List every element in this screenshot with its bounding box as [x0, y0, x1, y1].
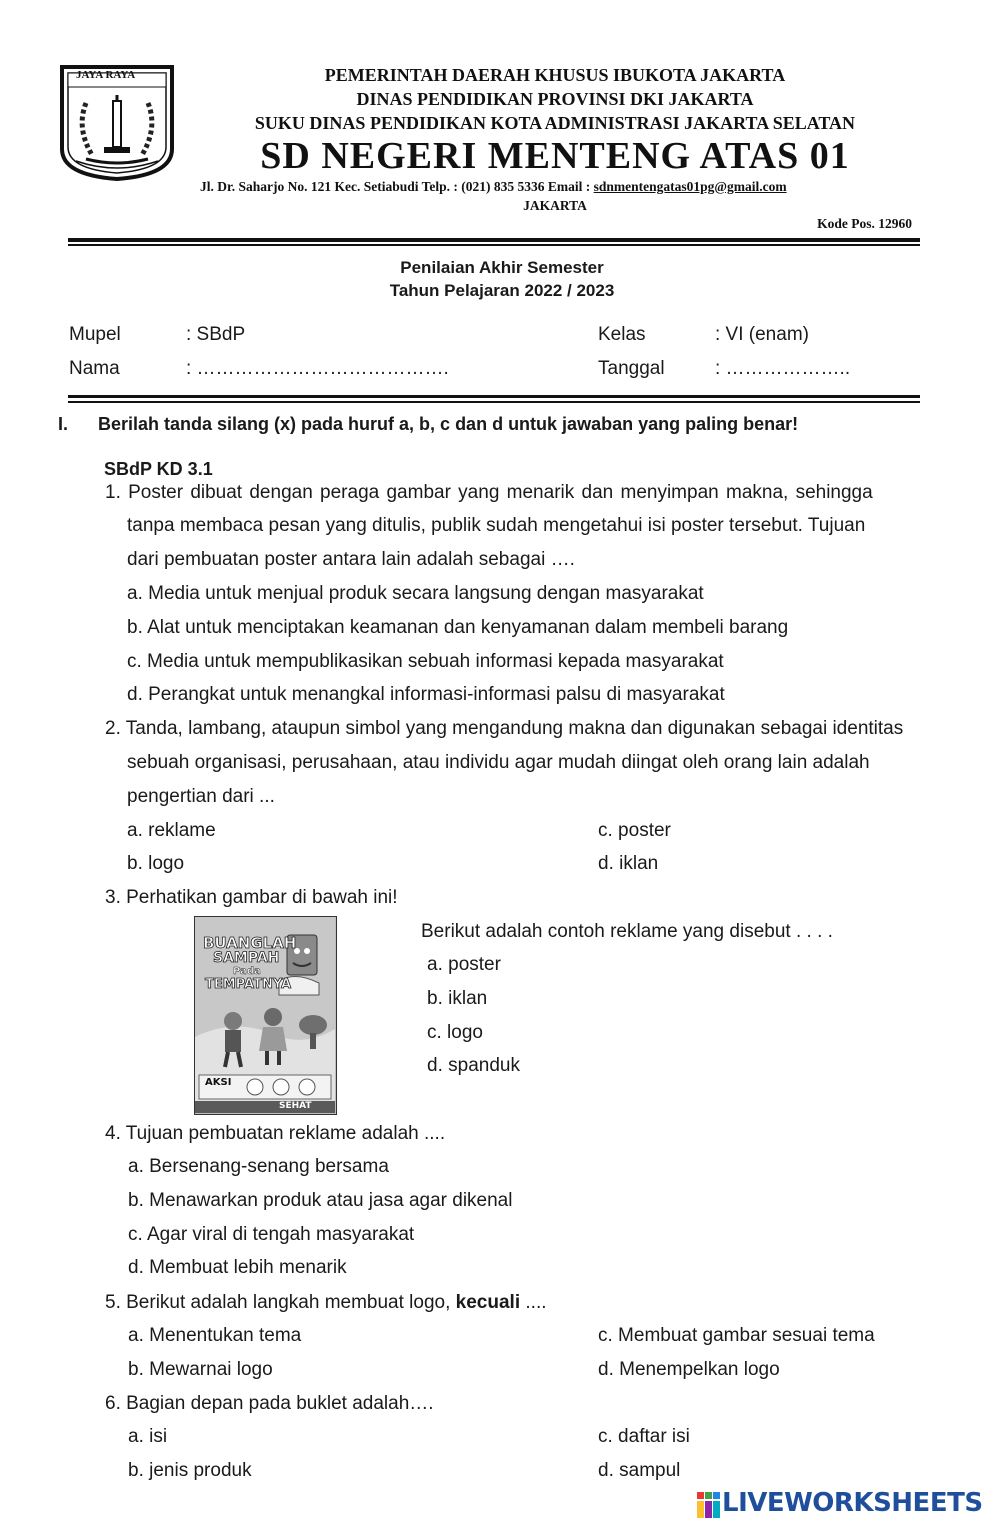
q1-stem-line3: dari pembuatan poster antara lain adalah sebagai ….	[127, 549, 575, 570]
info-divider-thin	[68, 401, 920, 403]
nama-field[interactable]: : ………………………………….	[186, 358, 449, 379]
q1-option-a[interactable]: a. Media untuk menjual produk secara langsung dengan masyarakat	[127, 583, 704, 604]
q4-stem: 4. Tujuan pembuatan reklame adalah ....	[105, 1123, 446, 1144]
q2-option-d[interactable]: d. iklan	[598, 853, 659, 874]
q1-option-b[interactable]: b. Alat untuk menciptakan keamanan dan kenyamanan dalam membeli barang	[127, 617, 789, 638]
school-name: SD NEGERI MENTENG ATAS 01	[260, 135, 850, 177]
q5-stem	[105, 1292, 547, 1314]
q6-option-d[interactable]: d. sampul	[598, 1460, 681, 1481]
q3-option-a[interactable]: a. poster	[427, 954, 501, 975]
poster-title-4: TEMPATNYA	[205, 977, 292, 992]
poster-title-2: SAMPAH	[213, 950, 280, 966]
q5-option-b[interactable]: b. Mewarnai logo	[128, 1359, 273, 1380]
city: JAKARTA	[523, 198, 587, 213]
header-divider-thick	[68, 238, 920, 242]
emblem-text: JAYA RAYA	[76, 69, 136, 81]
q2-stem-line3: pengertian dari ...	[127, 786, 275, 807]
q6-stem: 6. Bagian depan pada buklet adalah….	[105, 1393, 434, 1414]
q5-stem-text: 5. Berikut adalah langkah membuat logo,	[105, 1292, 456, 1313]
q2-option-a[interactable]: a. reklame	[127, 820, 216, 841]
q6-option-c[interactable]: c. daftar isi	[598, 1426, 690, 1447]
section-number: I.	[58, 414, 69, 434]
poster-title-1: BUANGLAH	[203, 934, 297, 952]
q1-stem-line2: tanpa membaca pesan yang ditulis, publik sudah mengetahui isi poster tersebut. Tujuan	[127, 515, 866, 536]
poster-aksi: AKSI	[205, 1077, 232, 1088]
liveworksheets-logo-icon	[697, 1492, 721, 1518]
email-link[interactable]: sdnmentengatas01pg@gmail.com	[593, 179, 787, 194]
poster-title-3: Pada	[233, 966, 261, 977]
q3-option-c[interactable]: c. logo	[427, 1022, 483, 1043]
tanggal-field[interactable]: : ………………..	[715, 358, 851, 379]
q3-option-d[interactable]: d. spanduk	[427, 1055, 520, 1076]
q2-option-b[interactable]: b. logo	[127, 853, 185, 874]
q2-stem-line1: 2. Tanda, lambang, ataupun simbol yang mengandung makna dan digunakan sebagai identitas	[105, 718, 904, 739]
address-text: Jl. Dr. Saharjo No. 121 Kec. Setiabudi Telp. : (021) 835 5336 Email :	[200, 179, 594, 194]
q6-option-b[interactable]: b. jenis produk	[128, 1460, 252, 1481]
mupel-label: Mupel	[69, 324, 121, 345]
info-divider-thick	[68, 395, 920, 398]
mupel-value: : SBdP	[186, 324, 246, 345]
kelas-value: : VI (enam)	[715, 324, 809, 345]
header-line-2: DINAS PENDIDIKAN PROVINSI DKI JAKARTA	[356, 89, 754, 109]
instruction: Berilah tanda silang (x) pada huruf a, b, c dan d untuk jawaban yang paling benar!	[98, 414, 799, 434]
q5-stem-emphasis: kecuali	[455, 1292, 521, 1313]
exam-title: Penilaian Akhir Semester	[400, 258, 604, 277]
tanggal-label: Tanggal	[598, 358, 665, 379]
q4-option-d[interactable]: d. Membuat lebih menarik	[128, 1257, 347, 1278]
school-address	[200, 179, 787, 195]
q3-prompt: Berikut adalah contoh reklame yang disebut . . . .	[421, 921, 833, 942]
postcode: Kode Pos. 12960	[817, 216, 912, 231]
q4-option-b[interactable]: b. Menawarkan produk atau jasa agar dikenal	[128, 1190, 513, 1211]
q4-option-a[interactable]: a. Bersenang-senang bersama	[128, 1156, 389, 1177]
header-divider-thin	[68, 244, 920, 246]
q2-stem-line2: sebuah organisasi, perusahaan, atau individu agar mudah diingat oleh orang lain adalah	[127, 752, 870, 773]
poster-image	[194, 916, 337, 1115]
q2-option-c[interactable]: c. poster	[598, 820, 671, 841]
q4-option-c[interactable]: c. Agar viral di tengah masyarakat	[128, 1224, 415, 1245]
q1-option-d[interactable]: d. Perangkat untuk menangkal informasi-informasi palsu di masyarakat	[127, 684, 725, 705]
q1-option-c[interactable]: c. Media untuk mempublikasikan sebuah informasi kepada masyarakat	[127, 651, 724, 672]
kelas-label: Kelas	[598, 324, 646, 345]
kd-heading: SBdP KD 3.1	[104, 459, 213, 479]
q5-stem-end: ....	[520, 1292, 547, 1313]
exam-year: Tahun Pelajaran 2022 / 2023	[389, 281, 615, 300]
header-line-3: SUKU DINAS PENDIDIKAN KOTA ADMINISTRASI JAKARTA SELATAN	[254, 113, 856, 133]
liveworksheets-watermark: LIVEWORKSHEETS	[722, 1488, 983, 1518]
q1-stem-line1: 1. Poster dibuat dengan peraga gambar yang menarik dan menyimpan makna, sehingga	[105, 482, 873, 503]
q3-stem: 3. Perhatikan gambar di bawah ini!	[105, 887, 398, 908]
q6-option-a[interactable]: a. isi	[128, 1426, 168, 1447]
q5-option-c[interactable]: c. Membuat gambar sesuai tema	[598, 1325, 875, 1346]
q5-option-a[interactable]: a. Menentukan tema	[128, 1325, 302, 1346]
q3-option-b[interactable]: b. iklan	[427, 988, 488, 1009]
nama-label: Nama	[69, 358, 120, 379]
poster-footer: SEHAT	[279, 1101, 312, 1111]
q5-option-d[interactable]: d. Menempelkan logo	[598, 1359, 780, 1380]
header-line-1: PEMERINTAH DAERAH KHUSUS IBUKOTA JAKARTA	[324, 65, 786, 85]
